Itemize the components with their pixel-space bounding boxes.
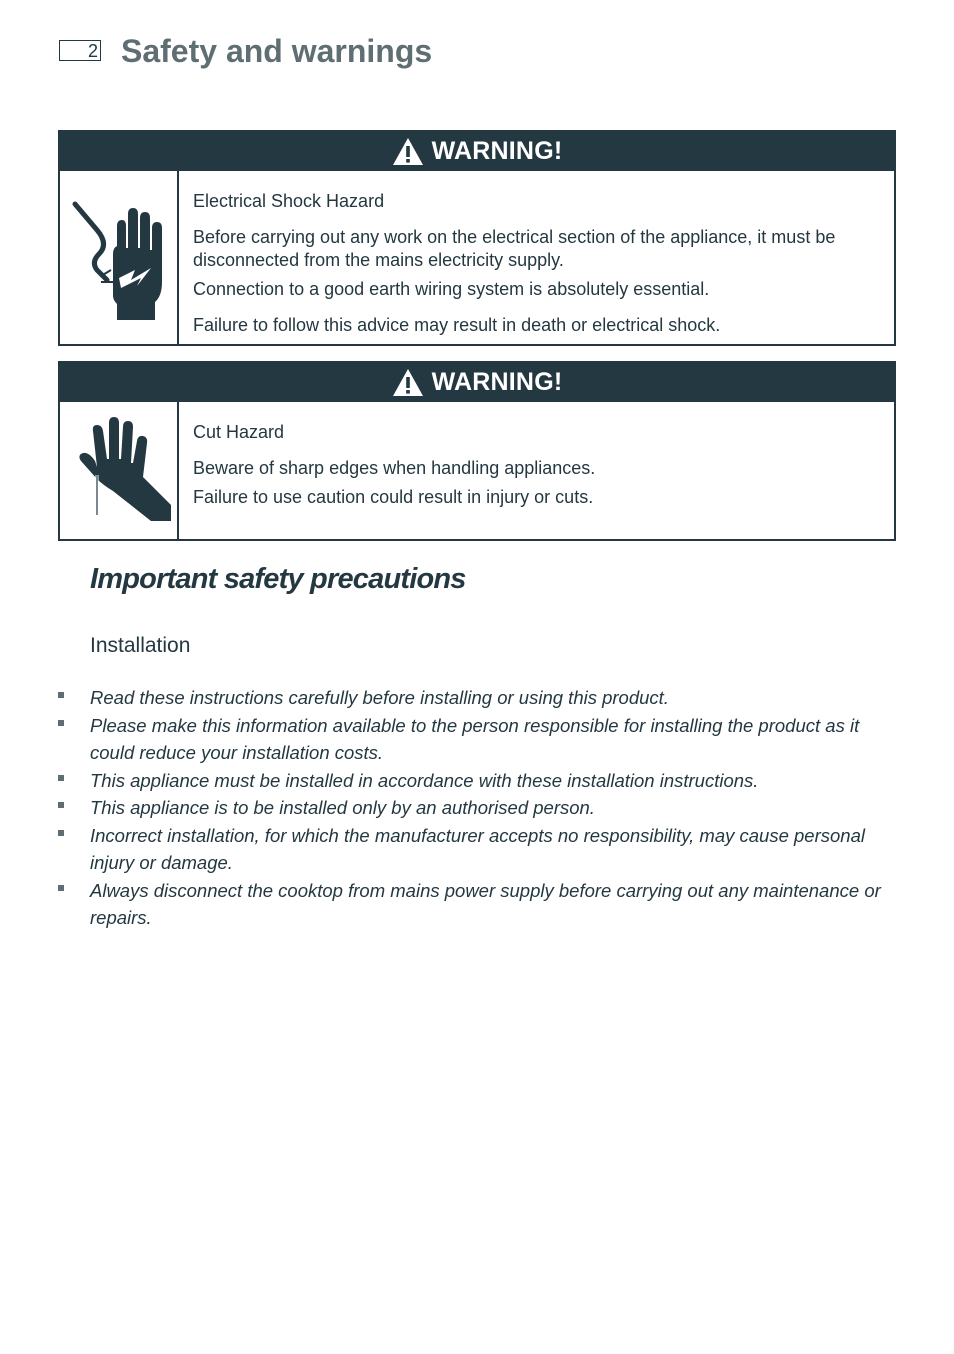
- warning-box-electrical: [58, 130, 896, 346]
- list-item-text: This appliance must be installed in accordance with these installation instructions.: [90, 769, 759, 791]
- bullet-square-icon: [58, 885, 64, 891]
- list-item: [58, 822, 898, 877]
- bullet-square-icon: [58, 692, 64, 698]
- list-item-text: Please make this information available to the person responsible for installing the product as it could reduce your installation costs.: [90, 714, 860, 763]
- bullet-square-icon: [58, 802, 64, 808]
- list-item-text: This appliance is to be installed only by an authorised person.: [90, 797, 595, 818]
- hazard-title: Electrical Shock Hazard: [193, 191, 385, 211]
- icon-cell: [60, 171, 179, 344]
- warning-body: [60, 171, 894, 344]
- warning-header: [60, 363, 894, 402]
- warning-line: Failure to use caution could result in injury or cuts.: [193, 487, 594, 507]
- warning-line: Before carrying out any work on the electrical section of the appliance, it must be disconnected from the mains electricity supply.: [193, 227, 836, 270]
- list-item: [58, 877, 898, 932]
- list-item: [58, 684, 898, 712]
- precautions-list: [58, 684, 898, 932]
- bullet-square-icon: [58, 830, 64, 836]
- warning-triangle-icon: [392, 137, 424, 166]
- warning-line: Beware of sharp edges when handling appliances.: [193, 458, 596, 478]
- page-title: Safety and warnings: [121, 33, 433, 69]
- warning-line: Connection to a good earth wiring system is absolutely essential.: [193, 279, 710, 299]
- electric-shock-hand-icon: [71, 196, 167, 320]
- warning-label: WARNING!: [431, 137, 563, 165]
- list-item-text: Read these instructions carefully before installing or using this product.: [90, 687, 669, 708]
- warning-text: [179, 171, 894, 344]
- warning-triangle-icon: [392, 368, 424, 397]
- bullet-square-icon: [58, 775, 64, 781]
- warning-label: WARNING!: [431, 368, 563, 396]
- warning-header: [60, 132, 894, 171]
- cut-hand-icon: [67, 417, 171, 525]
- list-item: [58, 767, 898, 795]
- list-item-text: Always disconnect the cooktop from mains power supply before carrying out any maintenance or repairs.: [90, 879, 881, 928]
- list-item: [58, 794, 898, 822]
- list-item-text: Incorrect installation, for which the manufacturer accepts no responsibility, may cause personal injury or damage.: [90, 824, 865, 873]
- sub-heading: Installation: [90, 634, 191, 657]
- section-heading: Important safety precautions: [90, 563, 466, 595]
- hazard-title: Cut Hazard: [193, 422, 285, 442]
- bullet-square-icon: [58, 720, 64, 726]
- list-item: [58, 712, 898, 767]
- icon-cell: [60, 402, 179, 539]
- page-number: 2: [59, 40, 101, 61]
- warning-box-cut: [58, 361, 896, 541]
- warning-text: [179, 402, 894, 539]
- warning-body: [60, 402, 894, 539]
- warning-line: Failure to follow this advice may result in death or electrical shock.: [193, 315, 721, 335]
